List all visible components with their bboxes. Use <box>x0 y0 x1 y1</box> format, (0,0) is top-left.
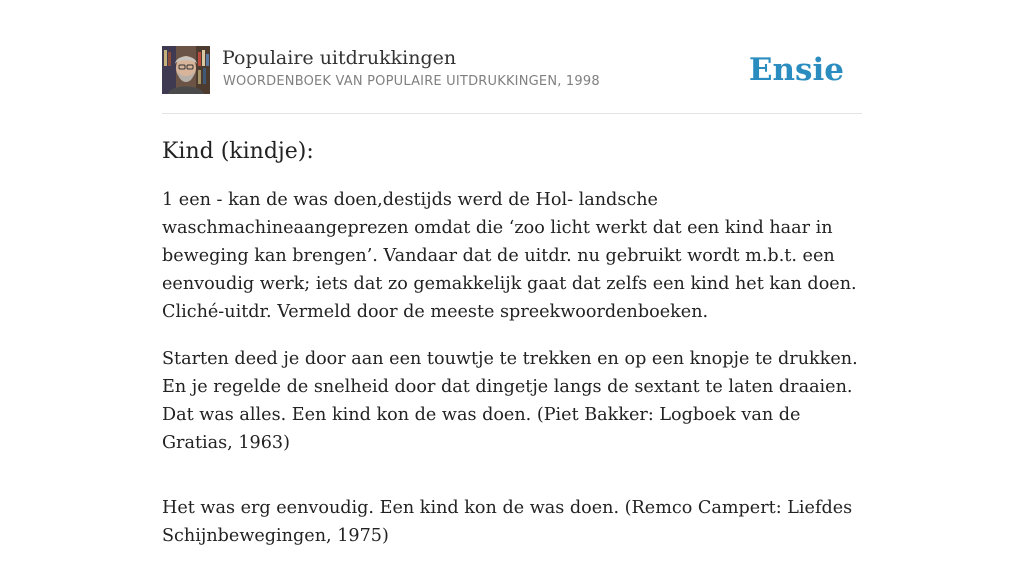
entry-quote: Het was erg eenvoudig. Een kind kon de was doen. (Remco Campert: Liefdes Schijnbewegingen, 1975) <box>162 498 853 546</box>
entry-definition: 1 een - kan de was doen,destijds werd de Hol- landsche waschmachineaangeprezen omdat die ‘zoo licht werkt dat een kind haar in beweging kan brengen’. Vandaar dat de uitdr. nu gebruikt wordt m.b.t. een eenvoudig werk; iets dat zo gemakkelijk gaat dat zelfs een kind het kan doen. Cliché-uitdr. Vermeld door de meeste spreekwoordenboeken. <box>162 190 857 322</box>
source-title[interactable]: Populaire uitdrukkingen <box>222 47 457 69</box>
entry-title: Kind (kindje): <box>162 139 314 164</box>
brand-logo[interactable]: Ensie <box>748 52 844 88</box>
avatar[interactable] <box>162 46 210 94</box>
entry-content <box>162 136 866 569</box>
divider <box>162 113 862 114</box>
source-header <box>162 46 862 96</box>
entry-quote: Starten deed je door aan een touwtje te trekken en op een knopje te drukken. En je regelde de snelheid door dat dingetje langs de sextant te laten draaien. Dat was alles. Een kind kon de was doen. (Piet Bakker: Logboek van de Gratias, 1963) <box>162 349 858 453</box>
source-subtitle: WOORDENBOEK VAN POPULAIRE UITDRUKKINGEN, 1998 <box>223 74 600 89</box>
author-portrait-icon <box>162 46 210 94</box>
